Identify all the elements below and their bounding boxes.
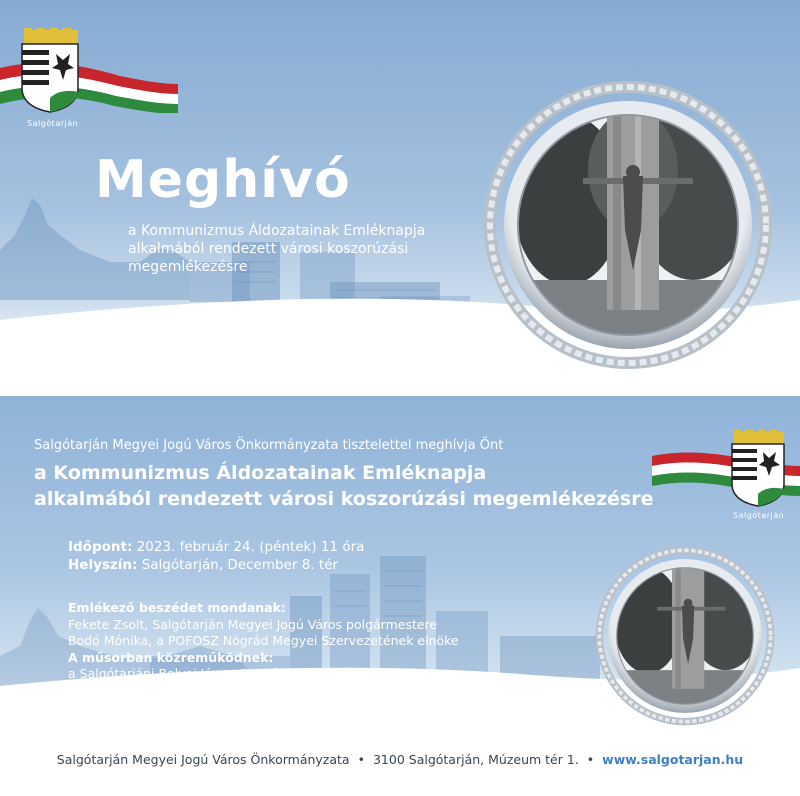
performer-item: a Salgótarjáni Bolyai János Gimnázium tanulói <box>68 666 357 681</box>
time-value: 2023. február 24. (péntek) 11 óra <box>132 539 365 555</box>
logo-city-label: Salgótarján <box>733 511 785 520</box>
subtitle <box>128 222 458 276</box>
place-label: Helyszín: <box>68 557 138 573</box>
place-value: Salgótarján, December 8. tér <box>137 557 339 573</box>
footer-organization: Salgótarján Megyei Jogú Város Önkormányzata <box>56 752 350 767</box>
performers-heading: A műsorban közreműködnek: <box>68 649 274 665</box>
invitation-line: Salgótarján Megyei Jogú Város Önkormányzata tisztelettel meghívja Önt <box>34 438 504 453</box>
subtitle-line: a Kommunizmus Áldozatainak Emléknapja <box>128 223 426 239</box>
footer <box>0 752 800 767</box>
logo-city-label: Salgótarján <box>27 119 79 128</box>
event-details <box>68 538 364 574</box>
coat-of-arms-logo <box>652 430 800 510</box>
event-time <box>68 538 364 556</box>
event-place <box>68 556 364 574</box>
headline-line: a Kommunizmus Áldozatainak Emléknapja <box>34 462 487 484</box>
monument-photo-medallion <box>595 546 775 726</box>
headline-line: alkalmából rendezett városi koszorúzási megemlékezésre <box>34 488 654 510</box>
footer-separator: • <box>357 752 365 767</box>
speakers-heading: Emlékező beszédet mondanak: <box>68 600 286 615</box>
speaker-item: Fekete Zsolt, Salgótarján Megyei Jogú Város polgármestere <box>68 616 438 632</box>
invitation-card-top <box>0 0 800 372</box>
headline <box>34 460 653 512</box>
coat-of-arms-logo <box>0 28 180 113</box>
speaker-item: Bodó Mónika, a POFOSZ Nógrád Megyei Szervezetének elnöke <box>68 633 459 648</box>
program-details <box>68 600 459 683</box>
page-title: Meghívó <box>95 150 351 210</box>
footer-address: 3100 Salgótarján, Múzeum tér 1. <box>372 752 579 767</box>
time-label: Időpont: <box>68 539 133 555</box>
footer-separator: • <box>586 752 595 767</box>
monument-photo-medallion <box>483 80 773 370</box>
footer-website-link[interactable]: www.salgotarjan.hu <box>602 752 744 767</box>
subtitle-line: megemlékezésre <box>128 259 248 275</box>
subtitle-line: alkalmából rendezett városi koszorúzási <box>128 241 409 257</box>
